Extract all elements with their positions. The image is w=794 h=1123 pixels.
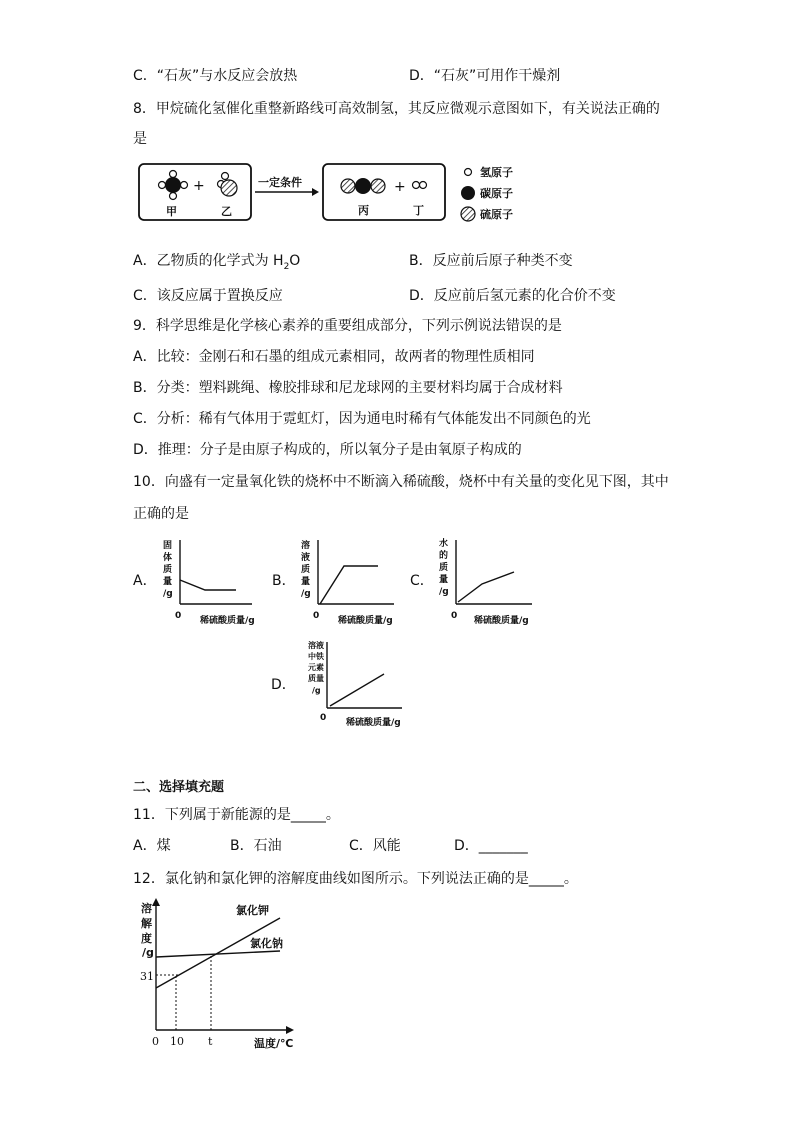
svg-text:体: 体 (163, 553, 173, 563)
svg-text:质: 质 (301, 565, 311, 575)
reaction-condition: 一定条件 (258, 176, 302, 189)
svg-text:质量: 质量 (308, 674, 324, 683)
y-axis-label (439, 537, 449, 597)
svg-text:/g: /g (439, 587, 449, 597)
q8-stem-line1: 8．甲烷硫化氢催化重整新路线可高效制氢，其反应微观示意图如下，有关说法正确的 (133, 101, 660, 117)
q11-option-a: A．煤 (133, 838, 171, 854)
nacl-label: 氯化钠 (250, 937, 283, 950)
label-bing: 丙 (358, 204, 369, 217)
svg-text:质: 质 (439, 563, 449, 573)
label-jia: 甲 (166, 205, 177, 218)
q8-reaction-diagram (133, 158, 533, 230)
q11-option-b: B．石油 (230, 838, 282, 854)
svg-text:的: 的 (439, 551, 449, 561)
svg-text:量: 量 (439, 575, 449, 585)
svg-text:元素: 元素 (308, 663, 324, 672)
svg-text:/g: /g (301, 589, 311, 599)
svg-text:固: 固 (163, 541, 173, 551)
curve (180, 580, 236, 590)
q9-option-d: D．推理：分子是由原子构成的，所以氧分子是由氧原子构成的 (133, 442, 522, 458)
q9-option-b: B．分类：塑料跳绳、橡胶排球和尼龙球网的主要材料均属于合成材料 (133, 380, 563, 396)
kcl-label: 氯化钾 (236, 904, 269, 917)
origin-label: 0 (451, 611, 458, 621)
diagram-legend (461, 165, 513, 221)
y-axis-label (301, 539, 311, 599)
svg-text:量: 量 (163, 577, 173, 587)
svg-text:/g: /g (142, 946, 154, 959)
svg-text:量: 量 (301, 577, 311, 587)
svg-text:质: 质 (163, 565, 173, 575)
label-ding: 丁 (413, 204, 424, 217)
product-box (323, 164, 445, 220)
q7-option-c: C．“石灰”与水反应会放热 (133, 68, 298, 84)
y-tick-31: 31 (140, 970, 154, 983)
q8-option-d: D．反应前后氢元素的化合价不变 (409, 288, 616, 304)
q10-chart-b (298, 536, 408, 628)
plus-sign-2: + (394, 179, 406, 195)
y-axis-label (141, 901, 154, 959)
svg-text:解: 解 (141, 917, 152, 930)
plus-sign-1: + (193, 178, 205, 194)
svg-text:/g: /g (312, 686, 321, 695)
q12-stem: 12．氯化钠和氯化钾的溶解度曲线如图所示。下列说法正确的是_____。 (133, 871, 578, 887)
legend-carbon-atom: 碳原子 (480, 187, 513, 200)
q12-solubility-chart (130, 898, 310, 1056)
q10-chart-a-letter: A． (133, 573, 157, 589)
q10-chart-c (436, 536, 546, 628)
x-tick-t: t (208, 1035, 213, 1048)
x-axis-label: 稀硫酸质量/g (200, 616, 255, 626)
x-axis-label: 稀硫酸质量/g (346, 718, 401, 728)
q10-chart-a (160, 536, 270, 628)
y-axis-label (163, 539, 173, 599)
x-axis-label: 稀硫酸质量/g (338, 616, 393, 626)
label-yi: 乙 (221, 205, 232, 218)
q10-chart-d-letter: D． (271, 677, 296, 693)
q9-option-a: A．比较：金刚石和石墨的组成元素相同，故两者的物理性质相同 (133, 349, 535, 365)
curve (458, 572, 514, 602)
q8-option-a: A．乙物质的化学式为 $H_2O$ (133, 253, 301, 272)
svg-text:水: 水 (439, 539, 449, 549)
svg-text:/g: /g (163, 589, 173, 599)
origin-label: 0 (175, 611, 182, 621)
x-axis-label: 温度/℃ (254, 1037, 294, 1050)
q10-stem-line1: 10．向盛有一定量氧化铁的烧杯中不断滴入稀硫酸，烧杯中有关量的变化见下图，其中 (133, 474, 669, 490)
svg-text:液: 液 (301, 553, 311, 563)
x-axis-label: 稀硫酸质量/g (474, 616, 529, 626)
q11-stem: 11．下列属于新能源的是_____。 (133, 807, 340, 823)
q8-option-c: C．该反应属于置换反应 (133, 288, 283, 304)
svg-text:度: 度 (141, 932, 152, 945)
curve (320, 566, 378, 604)
q10-chart-b-letter: B． (272, 573, 296, 589)
svg-text:溶: 溶 (141, 902, 152, 915)
legend-sulfur-atom: 硫原子 (480, 208, 513, 221)
kcl-curve (156, 918, 280, 988)
carbon-disulfide-molecule (341, 178, 385, 194)
q10-chart-d (306, 638, 416, 730)
svg-text:中铁: 中铁 (308, 652, 324, 661)
q11-option-d: D．_______ (454, 838, 528, 854)
svg-text:溶: 溶 (301, 541, 311, 551)
q10-chart-c-letter: C． (410, 573, 434, 589)
x-tick-0: 0 (152, 1035, 159, 1048)
y-axis-label (308, 640, 324, 695)
q11-option-c: C．风能 (349, 838, 401, 854)
origin-label: 0 (320, 713, 327, 723)
nacl-curve (156, 951, 280, 957)
q8-stem-line2: 是 (133, 131, 147, 147)
section-title: 二、选择填充题 (133, 780, 225, 795)
hydrogen-sulfide-molecule (218, 173, 238, 197)
origin-label: 0 (313, 611, 320, 621)
q10-stem-line2: 正确的是 (133, 506, 189, 522)
legend-hydrogen-atom: 氢原子 (480, 166, 513, 179)
curve (330, 674, 384, 706)
q8-option-b: B．反应前后原子种类不变 (409, 253, 573, 269)
q7-option-d: D．“石灰”可用作干燥剂 (409, 68, 561, 84)
x-tick-10: 10 (170, 1035, 184, 1048)
hydrogen-molecule (413, 182, 427, 189)
q9-option-c: C．分析：稀有气体用于霓虹灯，因为通电时稀有气体能发出不同颜色的光 (133, 411, 591, 427)
methane-molecule (159, 171, 188, 200)
svg-text:溶液: 溶液 (308, 641, 324, 650)
q9-stem: 9．科学思维是化学核心素养的重要组成部分，下列示例说法错误的是 (133, 318, 562, 334)
